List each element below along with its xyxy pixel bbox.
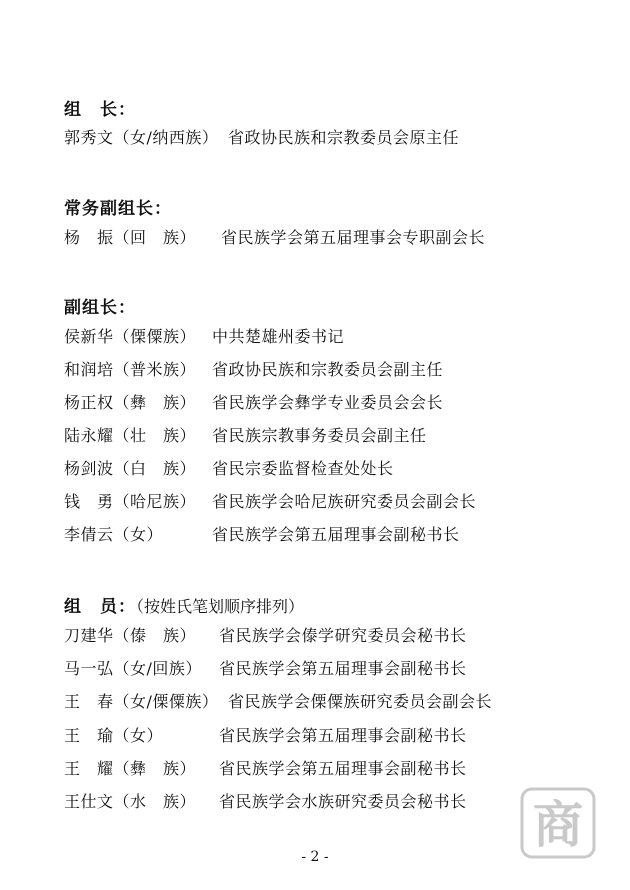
leader-heading: 组 长： xyxy=(64,100,136,120)
member-name: 李倩云（女） xyxy=(64,525,164,544)
member-post: 省政协民族和宗教委员会副主任 xyxy=(212,360,444,379)
member-post: 省民族学会第五届理事会专职副会长 xyxy=(221,228,486,247)
page-number: - 2 - xyxy=(301,849,329,865)
deputies-heading: 副组长： xyxy=(64,298,136,318)
member-name: 陆永耀（壮 族） xyxy=(64,426,197,445)
exec-deputy-heading: 常务副组长： xyxy=(64,199,172,219)
watermark-seal-icon xyxy=(519,786,597,860)
member-name: 钱 勇（哈尼族） xyxy=(64,492,197,511)
svg-text:商: 商 xyxy=(533,796,583,854)
member-post: 省民族学会第五届理事会副秘书长 xyxy=(219,659,467,678)
member-name: 马一弘（女/回族） xyxy=(64,659,202,678)
member-name: 杨剑波（白 族） xyxy=(64,459,197,478)
member-name: 杨正权（彝 族） xyxy=(64,393,197,412)
member-name: 王 春（女/傈僳族） xyxy=(64,692,219,711)
member-post: 省民族学会傈僳族研究委员会副会长 xyxy=(228,692,493,711)
member-post: 省政协民族和宗教委员会原主任 xyxy=(228,128,460,147)
member-post: 省民族学会第五届理事会副秘书长 xyxy=(219,726,467,745)
member-name: 侯新华（傈僳族） xyxy=(64,327,197,346)
members-heading-label: 组 员： xyxy=(64,597,136,617)
member-post: 省民族学会第五届理事会副秘书长 xyxy=(212,525,460,544)
member-post: 省民族学会水族研究委员会秘书长 xyxy=(219,792,467,811)
member-post: 省民族学会第五届理事会副秘书长 xyxy=(219,759,467,778)
member-post: 省民族宗教事务委员会副主任 xyxy=(212,426,427,445)
member-name: 王仕文（水 族） xyxy=(64,792,197,811)
member-post: 省民族学会哈尼族研究委员会副会长 xyxy=(212,492,477,511)
member-name: 王 瑜（女） xyxy=(64,726,164,745)
members-heading xyxy=(64,592,304,617)
members-order-note: （按姓氏笔划顺序排列） xyxy=(136,597,305,616)
member-name: 刀建华（傣 族） xyxy=(64,626,197,645)
member-name: 郭秀文（女/纳西族） xyxy=(64,128,219,147)
member-post: 省民族学会彝学专业委员会会长 xyxy=(212,393,444,412)
member-post: 省民族学会傣学研究委员会秘书长 xyxy=(219,626,467,645)
member-name: 杨 振（回 族） xyxy=(64,228,197,247)
member-name: 和润培（普米族） xyxy=(64,360,197,379)
member-name: 王 耀（彝 族） xyxy=(64,759,197,778)
member-post: 省民宗委监督检查处处长 xyxy=(212,459,394,478)
member-post: 中共楚雄州委书记 xyxy=(212,327,345,346)
